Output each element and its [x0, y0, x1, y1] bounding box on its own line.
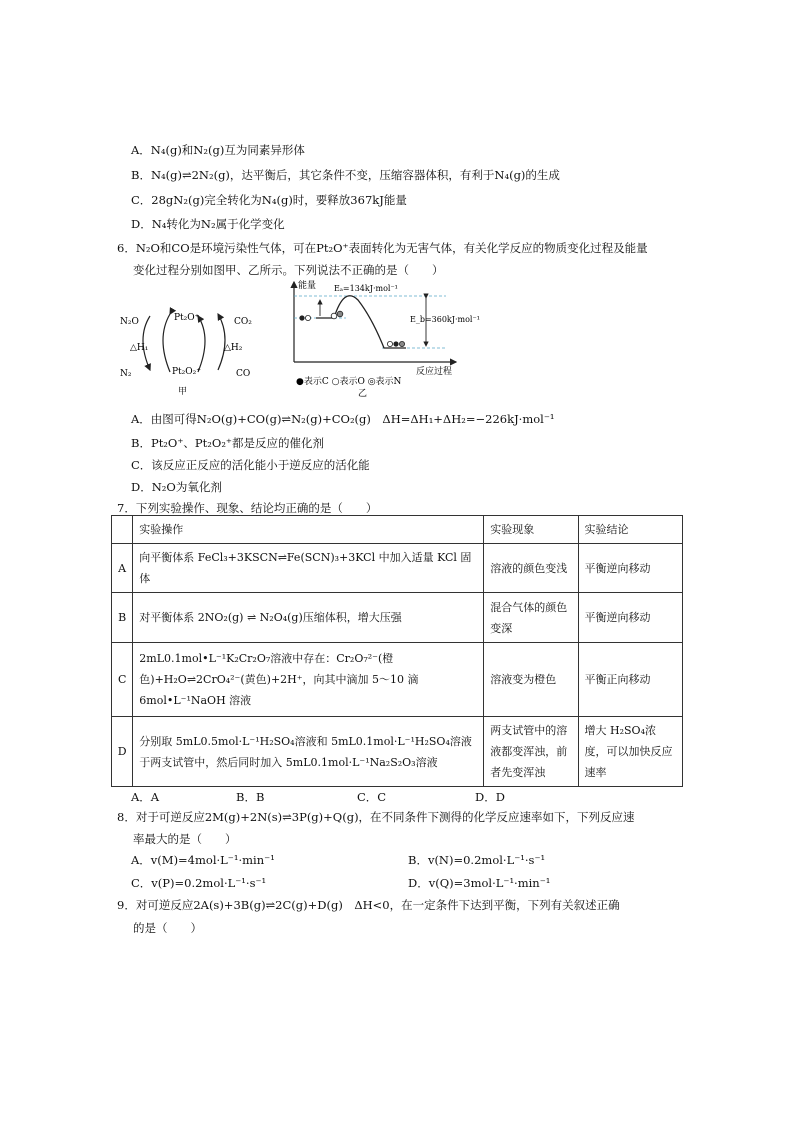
q8-option-a: A．v(M)=4mol·L⁻¹·min⁻¹: [131, 853, 275, 867]
q5-option-c: C．28gN₂(g)完全转化为N₄(g)时，要释放367kJ能量: [131, 193, 407, 207]
yi-y-label: 能量: [298, 281, 317, 291]
q8-stem-line1: 8．对于可逆反应2M(g)+2N(s)⇌3P(g)+Q(g)，在不同条件下测得的化学反应速率如下，下列反应速: [117, 810, 635, 824]
jia-n2o: N₂O: [120, 317, 139, 327]
q8-stem-line2: 率最大的是（ ）: [133, 832, 237, 846]
jia-dh1: △H₁: [130, 343, 149, 353]
q8-option-b: B．v(N)=0.2mol·L⁻¹·s⁻¹: [408, 853, 546, 867]
q7-answer-d: D．D: [475, 790, 505, 804]
q6-option-d: D．N₂O为氧化剂: [131, 480, 222, 494]
row-phenomenon: 溶液的颜色变浅: [484, 544, 578, 593]
row-operation: 向平衡体系 FeCl₃+3KSCN⇌Fe(SCN)₃+3KCl 中加入适量 KCl 固体: [133, 544, 484, 593]
row-label: C: [112, 643, 133, 717]
yi-x-label: 反应过程: [416, 367, 453, 377]
row-operation: 2mL0.1mol•L⁻¹K₂Cr₂O₇溶液中存在：Cr₂O₇²⁻(橙色)+H₂O⇌2CrO₄²⁻(黄色)+2H⁺，向其中滴加 5～10 滴 6mol•L⁻¹NaOH 溶液: [133, 643, 484, 717]
row-operation: 对平衡体系 2NO₂(g) ⇌ N₂O₄(g)压缩体积，增大压强: [133, 593, 484, 643]
q7-table: [111, 515, 683, 787]
table-row: [112, 593, 683, 643]
row-conclusion: 增大 H₂SO₄浓度，可以加快反应速率: [578, 717, 682, 787]
row-label: D: [112, 717, 133, 787]
jia-co2: CO₂: [234, 317, 252, 327]
row-conclusion: 平衡逆向移动: [578, 544, 682, 593]
jia-dh2: △H₂: [224, 343, 243, 353]
figure-yi: [286, 278, 480, 399]
q9-stem-line2: 的是（ ）: [133, 921, 202, 935]
table-header-cell: 实验现象: [484, 516, 578, 544]
table-header-cell: 实验操作: [133, 516, 484, 544]
row-label: B: [112, 593, 133, 643]
row-phenomenon: 混合气体的颜色变深: [484, 593, 578, 643]
yi-legend: ●表示C ○表示O ◎表示N: [296, 377, 402, 387]
row-operation: 分别取 5mL0.5mol·L⁻¹H₂SO₄溶液和 5mL0.1mol·L⁻¹H₂SO₄溶液于两支试管中，然后同时加入 5mL0.1mol·L⁻¹Na₂S₂O₃溶液: [133, 717, 484, 787]
q7-stem: 7．下列实验操作、现象、结论均正确的是（ ）: [117, 501, 378, 515]
q6-stem-line2: 变化过程分别如图甲、乙所示。下列说法不正确的是（ ）: [133, 263, 444, 277]
row-label: A: [112, 544, 133, 593]
table-row: [112, 643, 683, 717]
row-phenomenon: 两支试管中的溶液都变浑浊，前者先变浑浊: [484, 717, 578, 787]
q5-option-b: B．N₄(g)⇌2N₂(g)，达平衡后，其它条件不变，压缩容器体积，有利于N₄(g)的生成: [131, 168, 560, 182]
q5-option-a: A．N₄(g)和N₂(g)互为同素异形体: [131, 143, 305, 157]
jia-caption: 甲: [178, 387, 188, 397]
row-phenomenon: 溶液变为橙色: [484, 643, 578, 717]
q8-option-d: D．v(Q)=3mol·L⁻¹·min⁻¹: [408, 876, 551, 890]
yi-eb-label: E_b=360kJ·mol⁻¹: [410, 315, 480, 324]
jia-n2: N₂: [120, 369, 132, 379]
table-row: [112, 544, 683, 593]
jia-pt2o2-plus: Pt₂O₂⁺: [172, 367, 202, 377]
figure-jia: [112, 298, 272, 398]
q6-stem-line1: 6．N₂O和CO是环境污染性气体，可在Pt₂O⁺表面转化为无害气体，有关化学反应的物质变化过程及能量: [117, 241, 648, 255]
row-conclusion: 平衡正向移动: [578, 643, 682, 717]
table-header-row: [112, 516, 683, 544]
table-row: [112, 717, 683, 787]
q6-option-c: C．该反应正反应的活化能小于逆反应的活化能: [131, 458, 370, 472]
q9-stem-line1: 9．对可逆反应2A(s)+3B(g)⇌2C(g)+D(g) ΔH<0，在一定条件下达到平衡，下列有关叙述正确: [117, 898, 620, 912]
table-header-cell: [112, 516, 133, 544]
jia-pt2o-plus: Pt₂O⁺: [174, 313, 200, 323]
jia-co: CO: [236, 369, 251, 379]
yi-ea-label: Eₐ=134kJ·mol⁻¹: [334, 284, 398, 293]
q5-option-d: D．N₄转化为N₂属于化学变化: [131, 217, 285, 231]
q7-answer-c: C．C: [357, 790, 387, 804]
q6-option-b: B．Pt₂O⁺、Pt₂O₂⁺都是反应的催化剂: [131, 436, 324, 450]
q7-answer-a: A．A: [131, 790, 160, 804]
q6-option-a: A．由图可得N₂O(g)+CO(g)⇌N₂(g)+CO₂(g) ΔH=ΔH₁+ΔH₂=−226kJ·mol⁻¹: [131, 412, 555, 426]
row-conclusion: 平衡逆向移动: [578, 593, 682, 643]
q8-option-c: C．v(P)=0.2mol·L⁻¹·s⁻¹: [131, 876, 267, 890]
yi-energy-curve: [316, 296, 406, 348]
q7-answer-b: B．B: [236, 790, 265, 804]
table-header-cell: 实验结论: [578, 516, 682, 544]
yi-caption: 乙: [358, 389, 368, 399]
